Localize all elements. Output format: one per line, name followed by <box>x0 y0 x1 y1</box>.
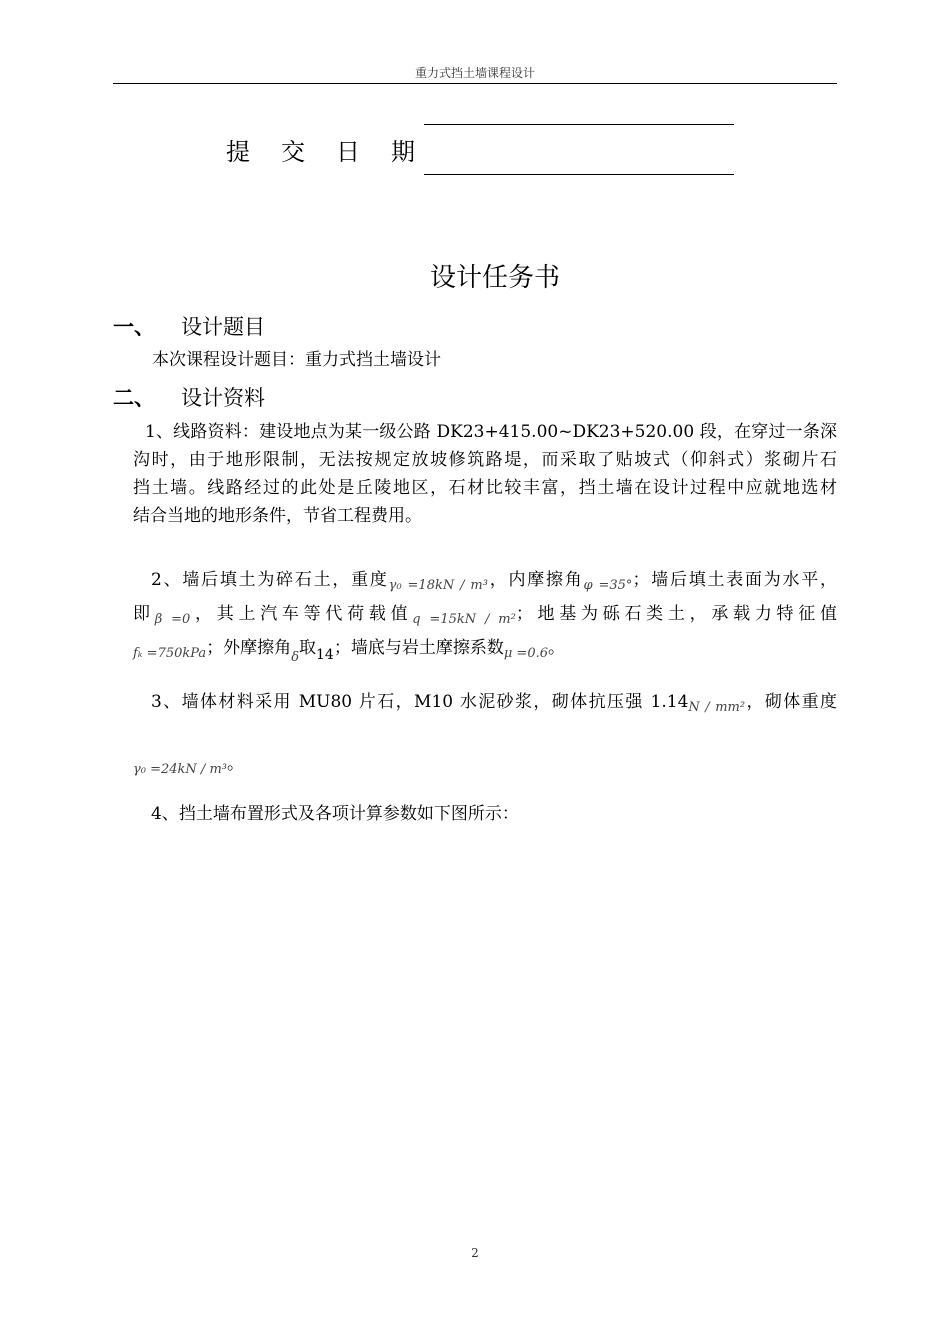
section-heading-1 <box>113 311 265 341</box>
item-1-line: 挡土墙。线路经过的此处是丘陵地区，石材比较丰富，挡土墙在设计过程中应就地选材 <box>133 478 837 498</box>
section-heading-2 <box>113 382 265 412</box>
item-3-line-2 <box>133 750 837 784</box>
formula-phi: φ =35° <box>583 578 633 593</box>
text: ；外摩擦角 <box>206 638 292 658</box>
text: 。 <box>548 638 565 658</box>
text: ，砌体重度 <box>745 692 838 712</box>
section-title: 设计资料 <box>181 386 265 410</box>
text: 3、墙体材料采用 MU80 片石，M10 水泥砂浆，砌体抗压强 1.14 <box>151 692 689 712</box>
item-2-line-3 <box>133 634 837 672</box>
item-2-paragraph <box>133 566 837 672</box>
submit-char: 提 <box>226 138 250 166</box>
submit-char: 日 <box>336 138 360 166</box>
text: 。 <box>226 754 244 774</box>
item-4-line: 4、挡土墙布置形式及各项计算参数如下图所示： <box>151 804 519 824</box>
formula-beta: β =0 <box>154 612 191 627</box>
text: ；墙后填土表面为水平， <box>632 570 838 590</box>
text: ，内摩擦角 <box>487 570 584 590</box>
text: 取 <box>299 638 317 658</box>
formula-delta: δ <box>291 650 300 665</box>
formula-gamma-wall: γ₀ =24kN / m³ <box>133 762 227 777</box>
page-number: 2 <box>471 1246 479 1260</box>
item-2-line-2 <box>133 600 837 634</box>
text: ；地基为砾石类土，承载力特征值 <box>515 604 838 624</box>
section-number: 二、 <box>113 386 155 410</box>
doc-title: 设计任务书 <box>429 263 560 293</box>
formula-fk: fₖ =750kPa <box>133 646 207 661</box>
item-2-line-1 <box>133 566 837 600</box>
value-14: 14 <box>316 647 334 663</box>
submit-char: 期 <box>391 138 415 166</box>
submit-char: 交 <box>281 138 305 166</box>
submit-date-blank <box>424 174 734 175</box>
formula-gamma: γ₀ =18kN / m³ <box>388 578 488 593</box>
text: 2、墙后填土为碎石土，重度 <box>151 570 389 590</box>
section-number: 一、 <box>113 315 155 339</box>
text: ，其上汽车等代荷载值 <box>190 604 413 624</box>
section-title: 设计题目 <box>181 315 265 339</box>
item-1-paragraph <box>133 418 837 530</box>
text: ；墙底与岩土摩擦系数 <box>333 638 504 658</box>
formula-n-mm2: N / mm² <box>688 700 746 715</box>
running-header: 重力式挡土墙课程设计 <box>414 66 535 80</box>
formula-mu: μ =0.6 <box>503 646 548 661</box>
formula-q: q =15kN / m² <box>412 612 516 627</box>
blank-line-top <box>424 124 734 125</box>
item-1-line: 1、线路资料：建设地点为某一级公路 DK23+415.00~DK23+520.00 段，在穿过一条深 <box>145 422 837 442</box>
item-1-line: 结合当地的地形条件，节省工程费用。 <box>133 506 422 526</box>
text: 即 <box>133 604 155 624</box>
item-3-paragraph <box>133 688 837 722</box>
topic-line: 本次课程设计题目：重力式挡土墙设计 <box>152 350 441 370</box>
submit-date-label <box>226 132 446 167</box>
header-rule <box>113 83 837 84</box>
item-3-line-1 <box>133 688 837 722</box>
item-1-line: 沟时，由于地形限制，无法按规定放坡修筑路堤，而采取了贴坡式（仰斜式）浆砌片石 <box>133 450 837 470</box>
